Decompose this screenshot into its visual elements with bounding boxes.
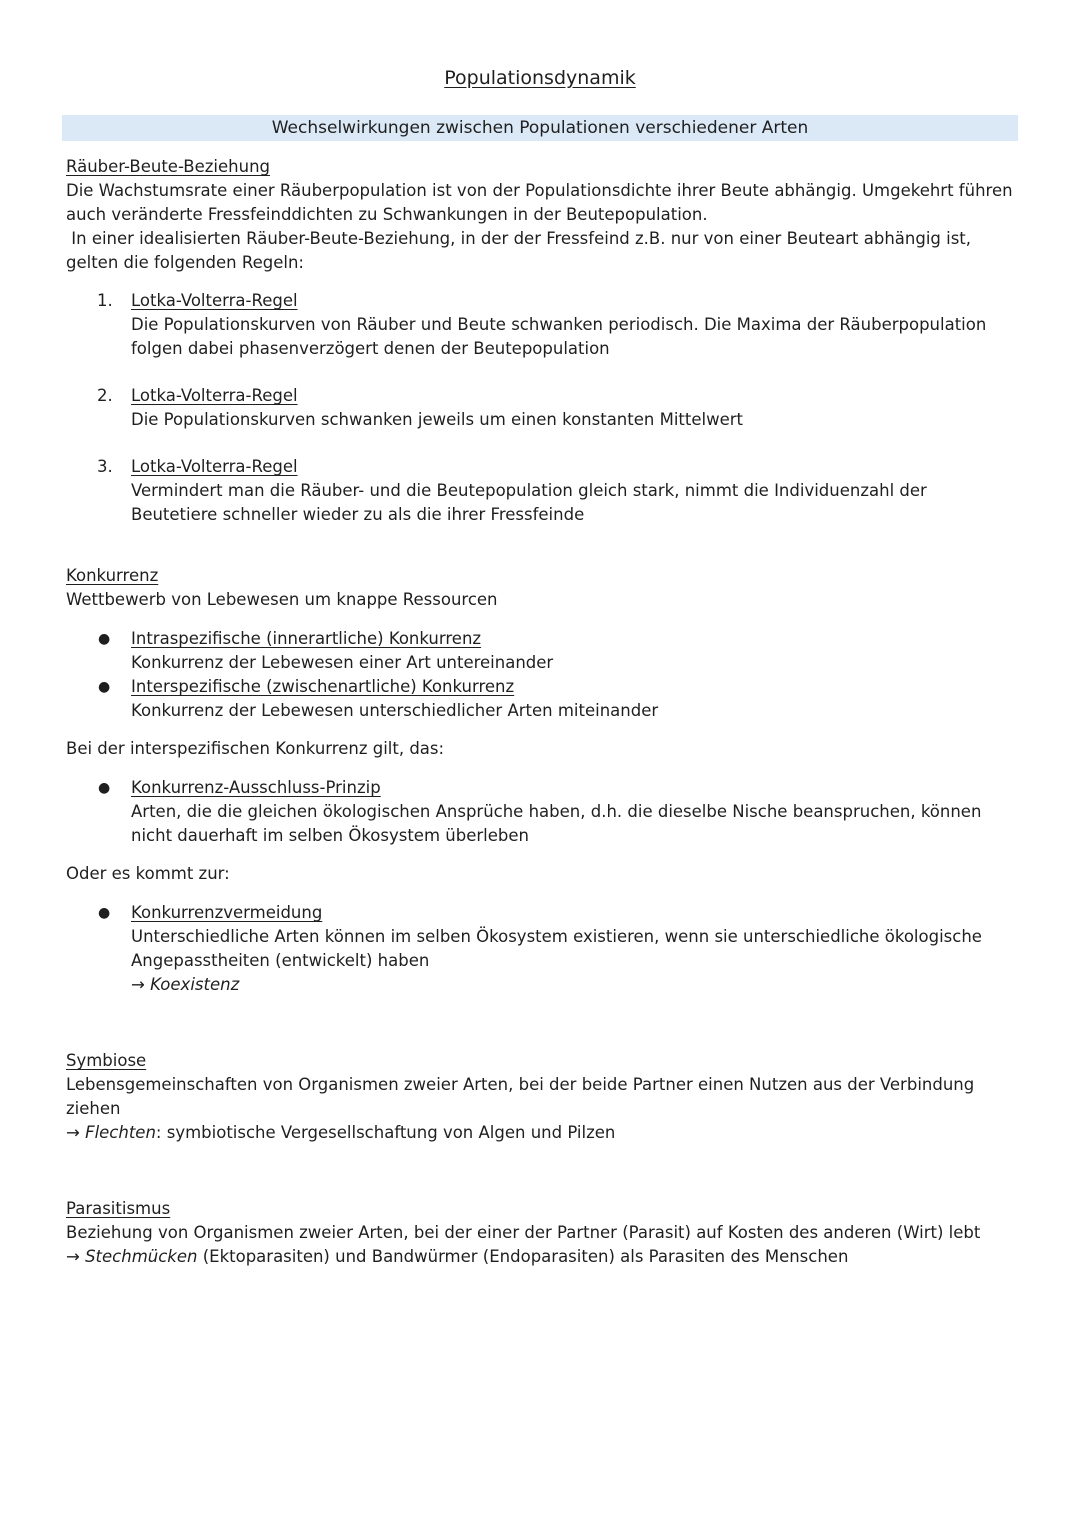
paragraph-line: Beziehung von Organismen zweier Arten, bei der einer der Partner (Parasit) auf Kosten des anderen (Wirt) lebt: [66, 1223, 981, 1242]
bullet-title: Konkurrenzvermeidung: [131, 903, 323, 922]
bullet-icon: ●: [98, 631, 111, 647]
list-number: 1.: [97, 291, 113, 310]
bullet-title: Konkurrenz-Ausschluss-Prinzip: [131, 778, 381, 797]
rule-title: Lotka-Volterra-Regel: [131, 386, 298, 405]
section-heading-raeuber-beute: Räuber-Beute-Beziehung: [66, 157, 271, 176]
section-heading-symbiose: Symbiose: [66, 1051, 147, 1070]
page-title: Populationsdynamik: [444, 67, 636, 89]
rule-text: Die Populationskurven schwanken jeweils um einen konstanten Mittelwert: [131, 410, 743, 429]
bullet-icon: ●: [98, 679, 111, 695]
rule-text: Beutetiere schneller wieder zu als die ihrer Fressfeinde: [131, 505, 585, 524]
arrow-icon: →: [66, 1247, 86, 1266]
bullet-icon: ●: [98, 905, 111, 921]
bullet-text: Arten, die die gleichen ökologischen Ansprüche haben, d.h. die dieselbe Nische beanspruchen, können: [131, 802, 982, 821]
paragraph-line: ziehen: [66, 1099, 121, 1118]
bullet-text: Konkurrenz der Lebewesen unterschiedlicher Arten miteinander: [131, 701, 659, 720]
bullet-title: Interspezifische (zwischenartliche) Konkurrenz: [131, 677, 515, 696]
section-heading-konkurrenz: Konkurrenz: [66, 566, 159, 585]
rule-text: folgen dabei phasenverzögert denen der Beutepopulation: [131, 339, 610, 358]
bullet-text: Unterschiedliche Arten können im selben Ökosystem existieren, wenn sie unterschiedliche ökologische: [131, 927, 982, 946]
bullet-text: nicht dauerhaft im selben Ökosystem überleben: [131, 826, 529, 845]
bullet-icon: ●: [98, 780, 111, 796]
bullet-text: Konkurrenz der Lebewesen einer Art untereinander: [131, 653, 554, 672]
section-heading-parasitismus: Parasitismus: [66, 1199, 171, 1218]
list-number: 3.: [97, 457, 113, 476]
rule-title: Lotka-Volterra-Regel: [131, 457, 298, 476]
list-number: 2.: [97, 386, 113, 405]
subheading: Wechselwirkungen zwischen Populationen verschiedener Arten: [271, 118, 809, 138]
paragraph-line: Lebensgemeinschaften von Organismen zweier Arten, bei der beide Partner einen Nutzen aus der Verbindung: [66, 1075, 975, 1094]
paragraph-line: gelten die folgenden Regeln:: [66, 253, 304, 272]
arrow-icon: →: [66, 1123, 86, 1142]
rule-text: Die Populationskurven von Räuber und Beute schwanken periodisch. Die Maxima der Räuberpopulation: [131, 315, 987, 334]
rule-text: Vermindert man die Räuber- und die Beutepopulation gleich stark, nimmt die Individuenzahl der: [131, 481, 927, 500]
example-line: [66, 1121, 1026, 1145]
paragraph-line: Die Wachstumsrate einer Räuberpopulation ist von der Populationsdichte ihrer Beute abhängig. Umgekehrt führen: [66, 181, 1013, 200]
paragraph-line: auch veränderte Fressfeinddichten zu Schwankungen in der Beutepopulation.: [66, 205, 708, 224]
bullet-title: Intraspezifische (innerartliche) Konkurrenz: [131, 629, 482, 648]
example-line: [66, 1245, 1026, 1269]
example-term: Stechmücken: [85, 1247, 198, 1266]
result-koexistenz: → Koexistenz: [131, 975, 240, 994]
bullet-text: Angepasstheiten (entwickelt) haben: [131, 951, 430, 970]
rule-title: Lotka-Volterra-Regel: [131, 291, 298, 310]
paragraph-line: Oder es kommt zur:: [66, 864, 230, 883]
example-rest: (Ektoparasiten) und Bandwürmer (Endoparasiten) als Parasiten des Menschen: [197, 1247, 849, 1266]
definition: Wettbewerb von Lebewesen um knappe Ressourcen: [66, 590, 498, 609]
example-rest: : symbiotische Vergesellschaftung von Algen und Pilzen: [155, 1123, 616, 1142]
paragraph-line: Bei der interspezifischen Konkurrenz gilt, das:: [66, 739, 445, 758]
example-term: Flechten: [85, 1123, 156, 1142]
paragraph-line: In einer idealisierten Räuber-Beute-Beziehung, in der der Fressfeind z.B. nur von einer Beuteart abhängig ist,: [66, 229, 972, 248]
